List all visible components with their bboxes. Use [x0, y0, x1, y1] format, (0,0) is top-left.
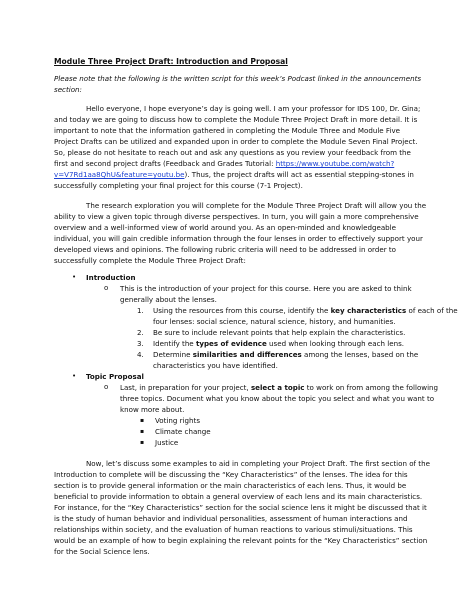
topic-option-voting-rights: Voting rights — [155, 416, 201, 425]
topic-sub-line-3: know more about. — [120, 405, 185, 414]
p1-line-4: Project Drafts can be utilized and expanded upon in order to complete the Module Seven Final Project. — [54, 137, 418, 146]
topic-sub-line-2: three topics. Document what you know about the topic you select and what you want to — [120, 394, 435, 403]
intro-item-number-1: 1. — [137, 306, 144, 315]
p1-line-6: first and second project drafts (Feedback and Grades Tutorial: https://www.youtube.com/watch? — [54, 159, 395, 168]
p1-line-7: v=V7Rd1aa8QhU&feature=youtu.be). Thus, the project drafts will act as essential stepping-stones in — [54, 170, 414, 179]
intro-item-4: Determine similarities and differences among the lenses, based on the — [153, 350, 419, 359]
p2-line-4: individual, you will gain credible information through the four lenses in order to effectively support your — [54, 234, 423, 243]
p2-line-6: successfully complete the Module Three Project Draft: — [54, 256, 246, 265]
p3-line-9: for the Social Science lens. — [54, 547, 150, 556]
p2-line-1: The research exploration you will complete for the Module Three Project Draft will allow you the — [86, 201, 427, 210]
topic-option-justice: Justice — [155, 438, 179, 447]
p3-line-5: For instance, for the “Key Characteristics” section for the social science lens it might be discussed that it — [54, 503, 427, 512]
p3-line-4: beneficial to provide information to obtain a general overview of each lens and its main characteristics. — [54, 492, 423, 501]
intro-item-3: Identify the types of evidence used when looking through each lens. — [153, 339, 405, 348]
intro-sub-line-1: This is the introduction of your project for this course. Here you are asked to think — [120, 284, 412, 293]
topic-sub-line-1: Last, in preparation for your project, select a topic to work on from among the following — [120, 383, 439, 392]
topic-option-climate-change: Climate change — [155, 427, 211, 436]
bullet-circle-icon: o — [104, 284, 109, 292]
intro-item-number-3: 3. — [137, 339, 144, 348]
intro-item-number-2: 2. — [137, 328, 144, 337]
bullet-square-icon: ▪ — [140, 417, 145, 424]
bullet-disc-icon: • — [72, 372, 77, 380]
tutorial-link-part-1[interactable]: https://www.youtube.com/watch? — [275, 159, 395, 168]
topic-proposal-heading: Topic Proposal — [86, 372, 144, 381]
p2-line-5: developed views and opinions. The following rubric criteria will need to be addressed in order to — [54, 245, 397, 254]
bullet-square-icon: ▪ — [140, 428, 145, 435]
introduction-heading: Introduction — [86, 273, 136, 282]
p1-line-1: Hello everyone, I hope everyone’s day is going well. I am your professor for IDS 100, Dr. Gina; — [86, 104, 421, 113]
p1-line-8: successfully completing your final project for this course (7-1 Project). — [54, 181, 303, 190]
p3-line-7: relationships within society, and the evaluation of human reactions to various stimuli/situations. This — [54, 525, 413, 534]
bullet-square-icon: ▪ — [140, 439, 145, 446]
tutorial-link-part-2[interactable]: v=V7Rd1aa8QhU&feature=youtu.be — [54, 170, 185, 179]
p1-line-2: and today we are going to discuss how to complete the Module Three Project Draft in more detail. It is — [54, 115, 418, 124]
p3-line-8: would be an example of how to begin explaining the relevant points for the “Key Characteristics” section — [54, 536, 428, 545]
intro-item-1-cont: four lenses: social science, natural science, history, and humanities. — [153, 317, 396, 326]
note-line-1: Please note that the following is the written script for this week’s Podcast linked in the announcements — [54, 74, 422, 83]
intro-item-number-4: 4. — [137, 350, 144, 359]
p3-line-2: Introduction to complete will be discussing the “Key Characteristics” of the lenses. The idea for this — [54, 470, 408, 479]
p3-line-1: Now, let’s discuss some examples to aid in completing your Project Draft. The first section of the — [86, 459, 430, 468]
p3-line-6: is the study of human behavior and individual personalities, assessment of human interactions and — [54, 514, 408, 523]
intro-item-1: Using the resources from this course, identify the key characteristics of each of the — [153, 306, 458, 315]
intro-sub-line-2: generally about the lenses. — [120, 295, 217, 304]
bullet-circle-icon: o — [104, 383, 109, 391]
intro-item-2: Be sure to include relevant points that help explain the characteristics. — [153, 328, 406, 337]
p2-line-3: overview and a well-informed view of world around you. As an open-minded and knowledgeable — [54, 223, 397, 232]
p2-line-2: ability to view a given topic through diverse perspectives. In turn, you will gain a more comprehensive — [54, 212, 419, 221]
document-title: Module Three Project Draft: Introduction and Proposal — [54, 57, 288, 66]
note-line-2: section: — [54, 85, 82, 94]
bullet-disc-icon: • — [72, 273, 77, 281]
p1-line-5: So, please do not hesitate to reach out and ask any questions as you review your feedback from the — [54, 148, 411, 157]
p3-line-3: section is to provide general information or the main characteristics of each lens. Thus, it would be — [54, 481, 407, 490]
p1-line-3: important to note that the information gathered in completing the Module Three and Module Five — [54, 126, 401, 135]
intro-item-4-cont: characteristics you have identified. — [153, 361, 278, 370]
